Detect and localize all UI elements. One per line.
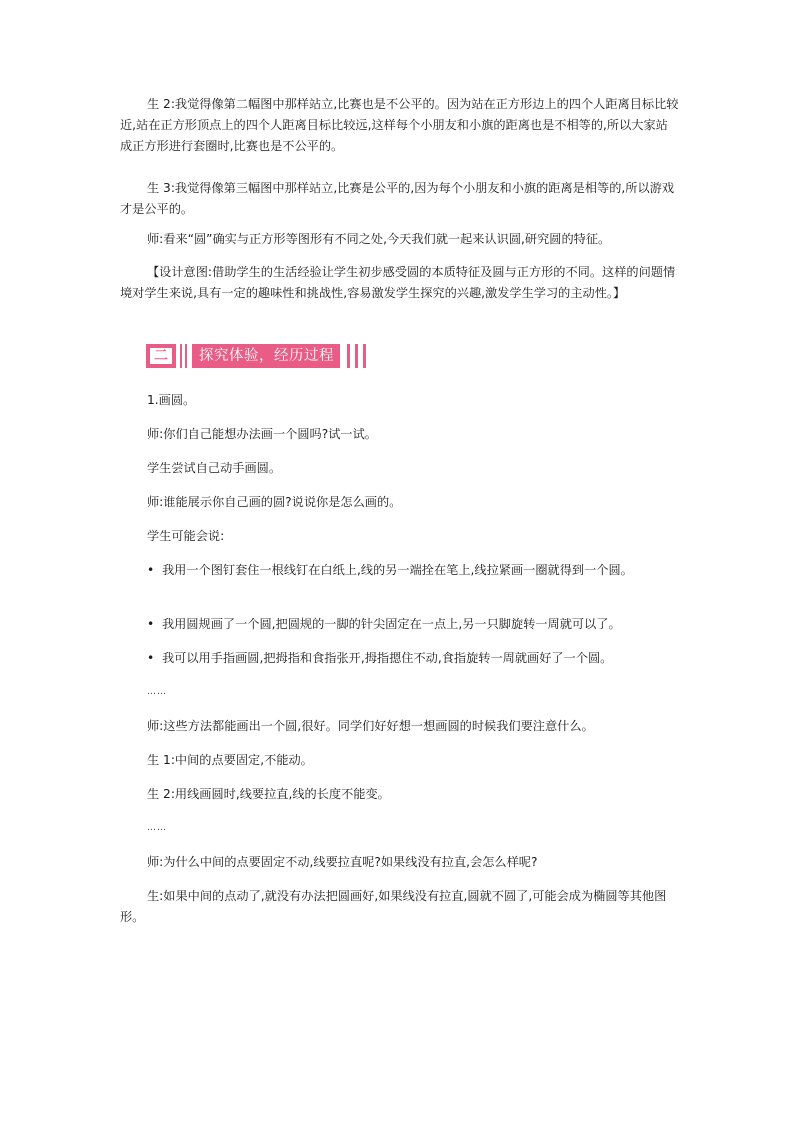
- section-header: [146, 344, 372, 368]
- line-students-try: 学生尝试自己动手画圆。: [147, 461, 282, 475]
- line-students-may-say: 学生可能会说:: [147, 529, 225, 543]
- line-student1-answer: 生 1:中间的点要固定,不能动。: [147, 753, 313, 767]
- paragraph-student3: 生 3:我觉得像第三幅图中那样站立,比赛是公平的,因为每个小朋友和小旗的距离是相等的,所以游戏才是公平的。: [120, 181, 675, 216]
- line-teacher-why: 师:为什么中间的点要固定不动,线要拉直呢?如果线没有拉直,会怎么样呢?: [147, 855, 538, 869]
- line-teacher-show: 师:谁能展示你自己画的圆?说说你是怎么画的。: [147, 495, 402, 509]
- bullet-text: 我可以用手指画圆,把拇指和食指张开,拇指摁住不动,食指旋转一周就画好了一个圆。: [162, 651, 613, 665]
- section-number-box: [146, 344, 176, 368]
- section-title: 探究体验，经历过程: [192, 344, 340, 368]
- bullet-icon: •: [147, 617, 155, 631]
- line-student2-answer: 生 2:用线画圆时,线要拉直,线的长度不能变。: [147, 787, 390, 801]
- section-tail-decoration: [344, 344, 372, 368]
- paragraph-student2: 生 2:我觉得像第二幅图中那样站立,比赛也是不公平的。因为站在正方形边上的四个人距离目标比较近,站在正方形顶点上的四个人距离目标比较远,这样每个小朋友和小旗的距离也是不相等的,所以大家站成正方形进行套圈时,比赛也是不公平的。: [120, 97, 679, 153]
- bullet-icon: •: [147, 651, 155, 665]
- line-draw-circle: 1.画圆。: [147, 393, 196, 407]
- bullet-item-pin-string: [120, 560, 680, 581]
- bullet-text: 我用圆规画了一个圆,把圆规的一脚的针尖固定在一点上,另一只脚旋转一周就可以了。: [162, 617, 621, 631]
- section-stripes-decoration: [178, 344, 190, 368]
- ellipsis-2: ……: [147, 823, 167, 833]
- ellipsis-1: ……: [147, 687, 167, 697]
- bullet-icon: •: [147, 563, 155, 577]
- paragraph-design-intent: 【设计意图:借助学生的生活经验让学生初步感受圆的本质特征及圆与正方形的不同。这样的问题情境对学生来说,具有一定的趣味性和挑战性,容易激发学生探究的兴趣,激发学生学习的主动性。】: [120, 265, 676, 300]
- line-teacher-praise: 师:这些方法都能画出一个圆,很好。同学们好好想一想画圆的时候我们要注意什么。: [147, 719, 594, 733]
- bullet-item-compass: [120, 614, 680, 635]
- line-teacher-question: 师:你们自己能想办法画一个圆吗?试一试。: [147, 427, 377, 441]
- section-number: 二: [150, 348, 172, 364]
- paragraph-teacher-intro: 师:看来“圆”确实与正方形等图形有不同之处,今天我们就一起来认识圆,研究圆的特征。: [147, 232, 611, 246]
- line-student-explain: 生:如果中间的点动了,就没有办法把圆画好,如果线没有拉直,圆就不圆了,可能会成为椭圆等其他图形。: [120, 889, 667, 924]
- bullet-item-fingers: [120, 648, 680, 669]
- bullet-text: 我用一个图钉套住一根线钉在白纸上,线的另一端拴在笔上,线拉紧画一圈就得到一个圆。: [162, 563, 633, 577]
